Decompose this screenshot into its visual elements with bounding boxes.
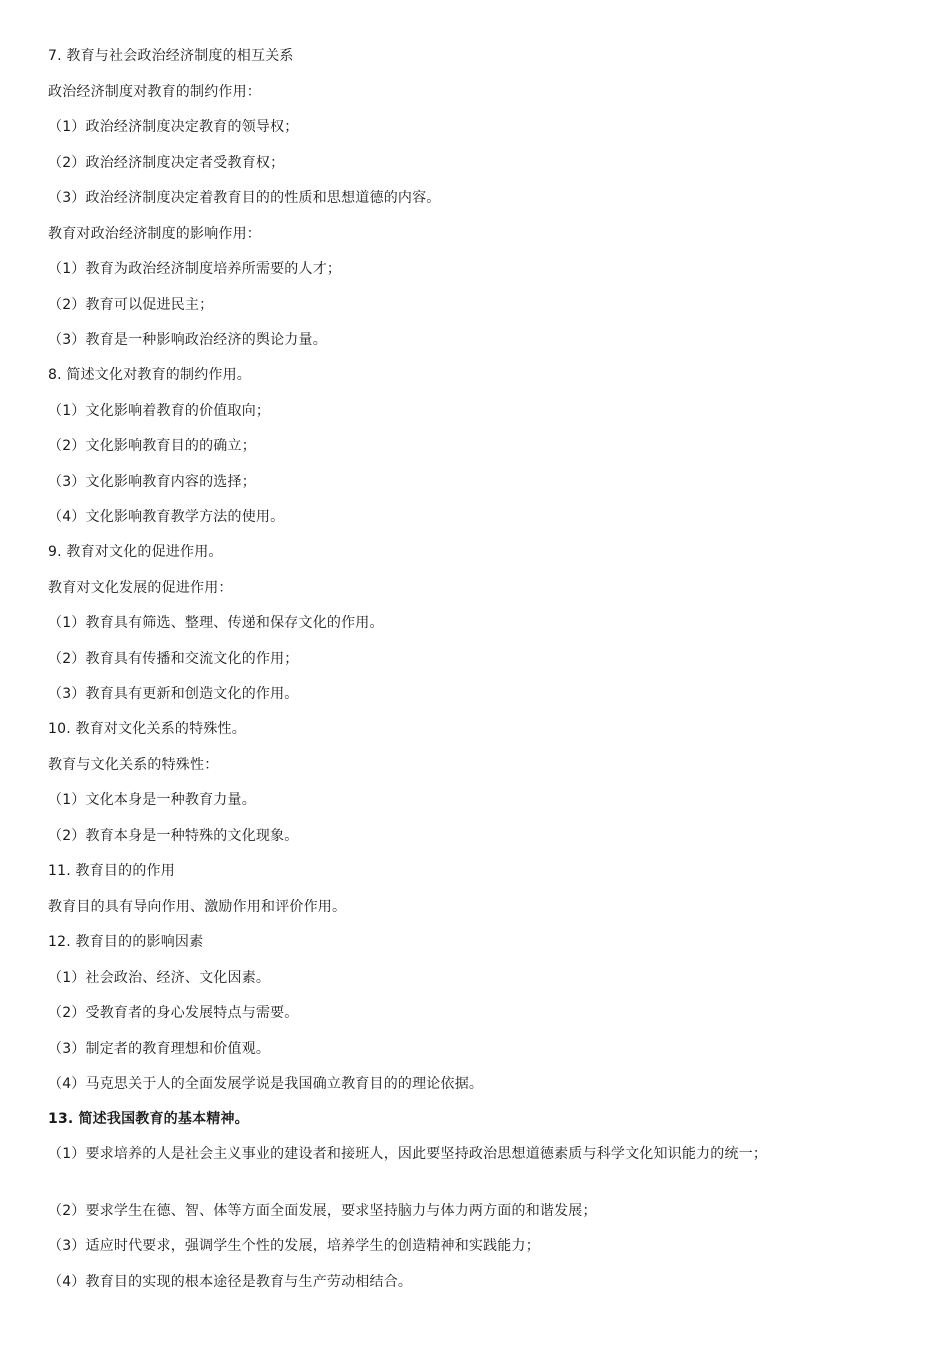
list-item: （2）文化影响教育目的的确立； xyxy=(48,438,256,454)
list-item: （2）政治经济制度决定者受教育权； xyxy=(48,155,285,171)
list-item: （3）教育具有更新和创造文化的作用。 xyxy=(48,686,299,702)
list-item: （3）政治经济制度决定着教育目的的性质和思想道德的内容。 xyxy=(48,190,441,206)
list-item: （1）社会政治、经济、文化因素。 xyxy=(48,970,271,986)
list-item: （4）教育目的实现的根本途径是教育与生产劳动相结合。 xyxy=(48,1274,413,1290)
section-heading-8: 8. 简述文化对教育的制约作用。 xyxy=(48,367,252,383)
list-item: （1）要求培养的人是社会主义事业的建设者和接班人，因此要坚持政治思想道德素质与科学文化知识能力的统一； xyxy=(48,1146,768,1162)
list-item: （4）马克思关于人的全面发展学说是我国确立教育目的的理论依据。 xyxy=(48,1076,484,1092)
subheading: 政治经济制度对教育的制约作用： xyxy=(48,84,261,100)
list-item: （1）教育具有筛选、整理、传递和保存文化的作用。 xyxy=(48,615,384,631)
section-heading-12: 12. 教育目的的影响因素 xyxy=(48,934,204,950)
list-item: （1）政治经济制度决定教育的领导权； xyxy=(48,119,299,135)
section-heading-13: 13. 简述我国教育的基本精神。 xyxy=(48,1111,249,1127)
section-heading-7: 7. 教育与社会政治经济制度的相互关系 xyxy=(48,48,294,64)
subheading: 教育与文化关系的特殊性： xyxy=(48,757,219,773)
list-item: （4）文化影响教育教学方法的使用。 xyxy=(48,509,285,525)
section-heading-11: 11. 教育目的的作用 xyxy=(48,863,175,879)
subheading: 教育对政治经济制度的影响作用： xyxy=(48,226,261,242)
list-item: （1）文化影响着教育的价值取向； xyxy=(48,403,271,419)
list-item: （2）教育可以促进民主； xyxy=(48,297,214,313)
list-item: （2）受教育者的身心发展特点与需要。 xyxy=(48,1005,299,1021)
section-heading-9: 9. 教育对文化的促进作用。 xyxy=(48,544,223,560)
list-item: （3）教育是一种影响政治经济的舆论力量。 xyxy=(48,332,327,348)
list-item: （2）教育本身是一种特殊的文化现象。 xyxy=(48,828,299,844)
paragraph: 教育目的具有导向作用、激励作用和评价作用。 xyxy=(48,899,347,915)
list-item: （3）文化影响教育内容的选择； xyxy=(48,474,256,490)
list-item: （1）文化本身是一种教育力量。 xyxy=(48,792,256,808)
subheading: 教育对文化发展的促进作用： xyxy=(48,580,233,596)
list-item: （3）制定者的教育理想和价值观。 xyxy=(48,1041,271,1057)
list-item: （1）教育为政治经济制度培养所需要的人才； xyxy=(48,261,342,277)
list-item: （2）要求学生在德、智、体等方面全面发展，要求坚持脑力与体力两方面的和谐发展； xyxy=(48,1203,597,1219)
section-heading-10: 10. 教育对文化关系的特殊性。 xyxy=(48,721,246,737)
list-item: （3）适应时代要求，强调学生个性的发展，培养学生的创造精神和实践能力； xyxy=(48,1238,540,1254)
list-item: （2）教育具有传播和交流文化的作用； xyxy=(48,651,299,667)
